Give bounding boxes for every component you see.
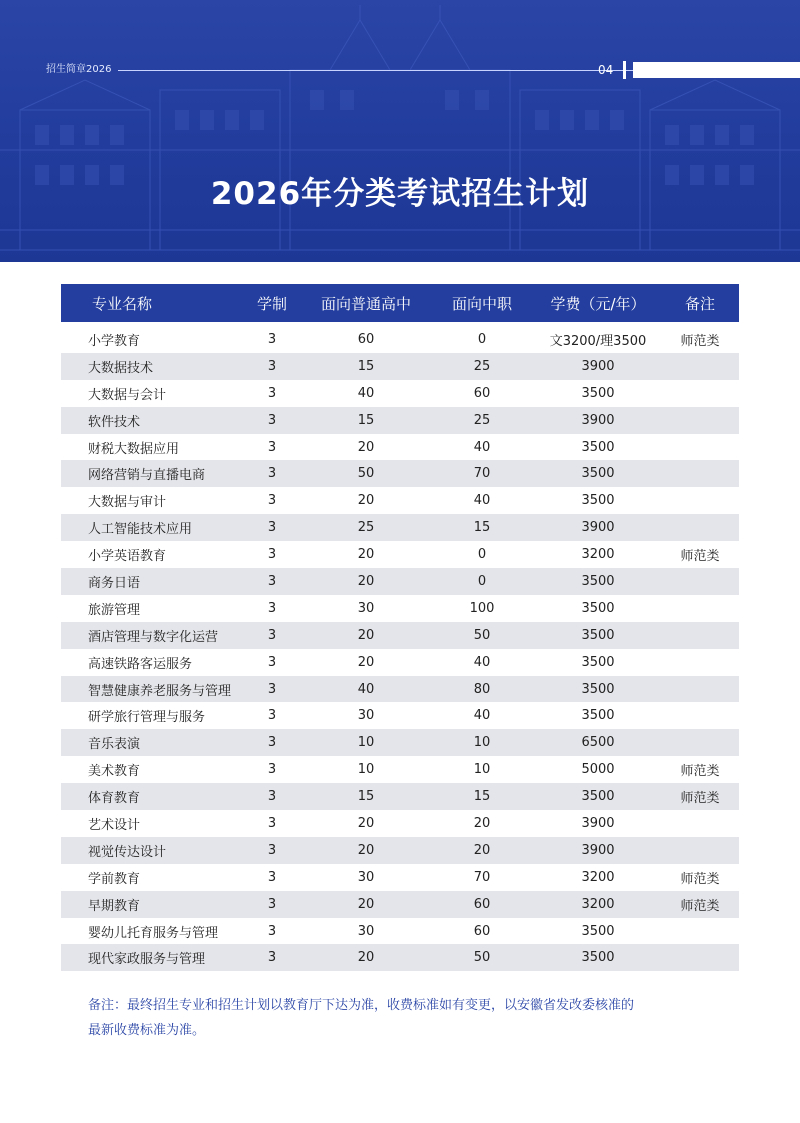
cell-major: 软件技术	[61, 407, 241, 434]
cell-note	[661, 649, 739, 676]
cell-vocational: 0	[477, 331, 487, 347]
cell-note	[661, 514, 739, 541]
cell-years: 3	[241, 729, 303, 756]
cell-major: 现代家政服务与管理	[61, 944, 241, 971]
cell-fee: 3200	[581, 869, 615, 885]
table-row	[61, 944, 739, 971]
cell-major: 大数据与审计	[88, 495, 167, 511]
header-banner	[0, 0, 800, 262]
cell-high-school: 20	[357, 547, 375, 563]
cell-high-school: 20	[357, 815, 375, 831]
table-header-row	[61, 284, 739, 322]
cell-fee: 3500	[581, 439, 615, 455]
cell-major: 早期教育	[61, 891, 241, 918]
cell-major: 婴幼儿托育服务与管理	[88, 925, 219, 941]
cell-years: 3	[267, 439, 277, 455]
cell-years: 3	[241, 460, 303, 487]
cell-high-school: 40	[357, 385, 375, 401]
table-row	[61, 810, 739, 837]
cell-fee: 3900	[535, 837, 661, 864]
cell-vocational: 50	[429, 944, 535, 971]
cell-major: 音乐表演	[61, 729, 241, 756]
cell-major: 体育教育	[61, 783, 241, 810]
cell-vocational: 15	[429, 783, 535, 810]
table-row	[61, 460, 739, 487]
building-illustration	[0, 0, 800, 262]
table-row	[61, 514, 739, 541]
cell-years: 3	[267, 762, 277, 778]
table-row	[61, 322, 739, 353]
table-row	[61, 729, 739, 756]
cell-high-school: 20	[357, 439, 375, 455]
cell-note	[661, 702, 739, 729]
cell-high-school: 20	[303, 837, 429, 864]
cell-major: 旅游管理	[88, 602, 141, 618]
cell-vocational: 70	[429, 460, 535, 487]
cell-note	[661, 595, 739, 622]
cell-fee: 3500	[581, 923, 615, 939]
cell-vocational: 15	[429, 514, 535, 541]
footnote-line-2: 最新收费标准为准。	[88, 1023, 206, 1038]
cell-high-school: 30	[357, 600, 375, 616]
cell-note: 师范类	[661, 891, 739, 918]
cell-major: 小学教育	[88, 333, 141, 349]
cell-high-school: 20	[303, 891, 429, 918]
cell-years: 3	[241, 783, 303, 810]
table-row	[61, 434, 739, 461]
enrollment-plan-table	[61, 284, 739, 971]
cell-years: 3	[241, 622, 303, 649]
cell-high-school: 20	[357, 654, 375, 670]
column-header-fee: 学费（元/年）	[535, 284, 661, 322]
cell-years: 3	[267, 654, 277, 670]
cell-years: 3	[267, 869, 277, 885]
cell-vocational: 60	[473, 923, 491, 939]
cell-high-school: 50	[303, 460, 429, 487]
cell-fee: 3500	[535, 460, 661, 487]
page-title: 2026年分类考试招生计划	[210, 176, 590, 212]
cell-fee: 3900	[535, 353, 661, 380]
cell-note: 师范类	[680, 871, 720, 887]
cell-fee: 3500	[535, 783, 661, 810]
column-header-vocational: 面向中职	[429, 284, 535, 322]
footnote	[88, 993, 728, 1043]
cell-note	[661, 622, 739, 649]
cell-high-school: 20	[303, 944, 429, 971]
cell-note: 师范类	[680, 333, 720, 349]
cell-years: 3	[241, 944, 303, 971]
cell-fee: 3900	[581, 815, 615, 831]
cell-note	[661, 918, 739, 945]
cell-fee: 3500	[581, 654, 615, 670]
cell-vocational: 40	[473, 654, 491, 670]
cell-major: 学前教育	[88, 871, 141, 887]
cell-vocational: 20	[429, 837, 535, 864]
cell-note: 师范类	[680, 549, 720, 565]
cell-major: 小学英语教育	[88, 549, 167, 565]
cell-years: 3	[267, 385, 277, 401]
cell-vocational: 20	[473, 815, 491, 831]
table-row	[61, 783, 739, 810]
cell-years: 3	[267, 923, 277, 939]
cell-note	[661, 434, 739, 461]
table-row	[61, 487, 739, 514]
cell-vocational: 10	[473, 762, 491, 778]
cell-note	[661, 837, 739, 864]
cell-years: 3	[267, 600, 277, 616]
table-row	[61, 891, 739, 918]
cell-vocational: 25	[429, 407, 535, 434]
cell-high-school: 15	[303, 407, 429, 434]
cell-vocational: 60	[429, 891, 535, 918]
table-row	[61, 568, 739, 595]
cell-vocational: 50	[429, 622, 535, 649]
table-row	[61, 864, 739, 891]
cell-high-school: 15	[303, 353, 429, 380]
cell-vocational: 0	[477, 547, 487, 563]
cell-fee: 3900	[535, 407, 661, 434]
cell-fee: 3500	[581, 385, 615, 401]
page-number: 04	[598, 63, 614, 77]
cell-years: 3	[241, 514, 303, 541]
cell-high-school: 20	[303, 568, 429, 595]
cell-years: 3	[241, 407, 303, 434]
column-header-note: 备注	[661, 284, 739, 322]
cell-fee: 3500	[535, 676, 661, 703]
cell-note	[661, 487, 739, 514]
cell-high-school: 10	[303, 729, 429, 756]
table-row	[61, 407, 739, 434]
cell-high-school: 20	[357, 493, 375, 509]
cell-vocational: 25	[429, 353, 535, 380]
cell-vocational: 100	[469, 600, 495, 616]
cell-high-school: 15	[303, 783, 429, 810]
cell-major: 大数据与会计	[88, 387, 167, 403]
cell-major: 人工智能技术应用	[61, 514, 241, 541]
cell-high-school: 25	[303, 514, 429, 541]
cell-years: 3	[241, 568, 303, 595]
table-row	[61, 837, 739, 864]
table-row	[61, 541, 739, 568]
cell-high-school: 30	[357, 869, 375, 885]
cell-years: 3	[267, 547, 277, 563]
cell-years: 3	[241, 676, 303, 703]
cell-major: 高速铁路客运服务	[88, 656, 193, 672]
cell-high-school: 60	[357, 331, 375, 347]
cell-vocational: 0	[429, 568, 535, 595]
cell-fee: 3500	[581, 493, 615, 509]
cell-note	[661, 568, 739, 595]
cell-vocational: 60	[473, 385, 491, 401]
cell-note	[661, 407, 739, 434]
cell-years: 3	[267, 815, 277, 831]
cell-note	[661, 810, 739, 837]
header-tab	[633, 62, 800, 78]
cell-note	[661, 729, 739, 756]
header-rule	[118, 70, 634, 71]
table-row	[61, 676, 739, 703]
cell-major: 视觉传达设计	[61, 837, 241, 864]
cell-fee: 3200	[581, 547, 615, 563]
cell-high-school: 30	[357, 708, 375, 724]
table-row	[61, 595, 739, 622]
cell-fee: 5000	[581, 762, 615, 778]
cell-years: 3	[267, 493, 277, 509]
cell-vocational: 10	[429, 729, 535, 756]
cell-note	[661, 944, 739, 971]
cell-fee: 文3200/理3500	[549, 333, 647, 349]
page-number-bar	[623, 61, 626, 79]
table-row	[61, 622, 739, 649]
table-row	[61, 353, 739, 380]
table-row	[61, 380, 739, 407]
cell-fee: 3200	[535, 891, 661, 918]
cell-high-school: 20	[303, 622, 429, 649]
cell-fee: 3500	[535, 568, 661, 595]
cell-years: 3	[241, 891, 303, 918]
cell-vocational: 70	[473, 869, 491, 885]
footnote-line-1: 备注：最终招生专业和招生计划以教育厅下达为准，收费标准如有变更，以安徽省发改委核准的	[88, 998, 635, 1013]
cell-major: 研学旅行管理与服务	[88, 710, 206, 726]
cell-major: 商务日语	[61, 568, 241, 595]
cell-fee: 3500	[535, 944, 661, 971]
cell-note: 师范类	[661, 783, 739, 810]
table-row	[61, 702, 739, 729]
cell-fee: 3900	[535, 514, 661, 541]
cell-vocational: 80	[429, 676, 535, 703]
brochure-label: 招生简章2026	[46, 64, 112, 75]
cell-fee: 3500	[535, 622, 661, 649]
cell-major: 大数据技术	[61, 353, 241, 380]
cell-fee: 6500	[535, 729, 661, 756]
cell-high-school: 30	[357, 923, 375, 939]
cell-years: 3	[241, 837, 303, 864]
cell-note: 师范类	[680, 764, 720, 780]
column-header-major: 专业名称	[61, 284, 241, 322]
cell-vocational: 40	[473, 708, 491, 724]
cell-major: 网络营销与直播电商	[61, 460, 241, 487]
cell-high-school: 10	[357, 762, 375, 778]
table-row	[61, 756, 739, 783]
cell-major: 酒店管理与数字化运营	[61, 622, 241, 649]
cell-note	[661, 460, 739, 487]
column-header-years: 学制	[241, 284, 303, 322]
table-row	[61, 918, 739, 945]
column-header-high-school: 面向普通高中	[303, 284, 429, 322]
cell-years: 3	[267, 331, 277, 347]
cell-note	[661, 676, 739, 703]
cell-vocational: 40	[473, 439, 491, 455]
cell-vocational: 40	[473, 493, 491, 509]
cell-major: 财税大数据应用	[88, 441, 180, 457]
cell-major: 智慧健康养老服务与管理	[61, 676, 241, 703]
cell-fee: 3500	[581, 708, 615, 724]
table-row	[61, 649, 739, 676]
cell-note	[661, 353, 739, 380]
cell-major: 美术教育	[88, 764, 141, 780]
cell-fee: 3500	[581, 600, 615, 616]
cell-years: 3	[267, 708, 277, 724]
cell-years: 3	[241, 353, 303, 380]
cell-major: 艺术设计	[88, 817, 141, 833]
cell-high-school: 40	[303, 676, 429, 703]
cell-note	[661, 380, 739, 407]
